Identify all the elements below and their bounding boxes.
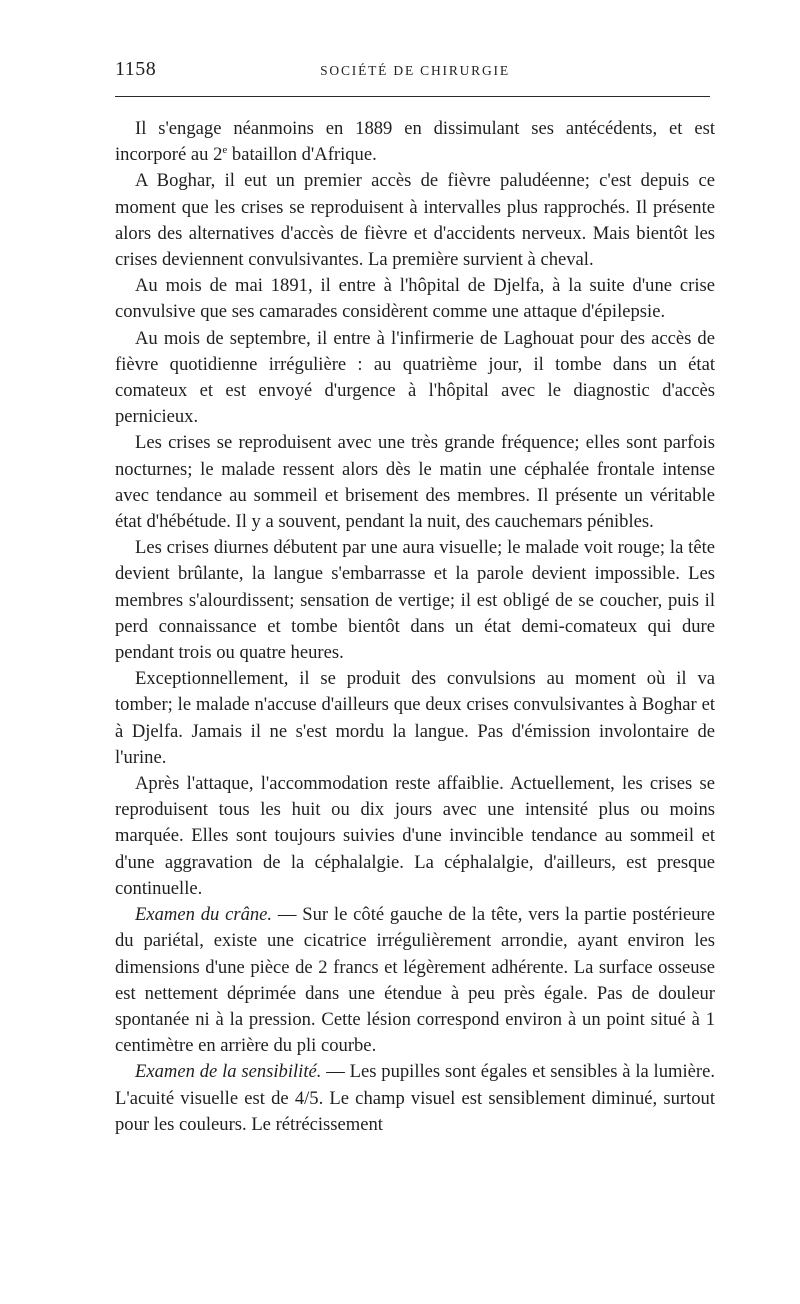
header-rule <box>115 96 710 97</box>
section-title: Examen de la sensibilité. <box>135 1061 322 1083</box>
body-text <box>115 116 715 1138</box>
paragraph-examen-sensibilite: Examen de la sensibilité. — Les pupilles sont égales et sensibles à la lumière. L'acuité visuelle est de 4/5. Le champ visuel est sensiblement diminué, surtout pour les couleurs. Le rétrécissement <box>115 1061 715 1135</box>
page-number: 1158 <box>115 58 157 80</box>
paragraph: Il s'engage néanmoins en 1889 en dissimulant ses antécédents, et est incorporé au 2e bataillon d'Afrique. <box>115 118 715 166</box>
running-head: SOCIÉTÉ DE CHIRURGIE <box>320 63 510 78</box>
page-header <box>115 58 715 88</box>
paragraph: Les crises se reproduisent avec une très grande fréquence; elles sont parfois nocturnes; le malade ressent alors dès le matin une céphalée frontale intense avec tendance au sommeil et brisement des membres. Il présente un véritable état d'hébétude. Il y a souvent, pendant la nuit, des cauchemars pénibles. <box>115 432 715 533</box>
paragraph: Après l'attaque, l'accommodation reste affaiblie. Actuellement, les crises se reproduisent tous les huit ou dix jours avec une intensité plus ou moins marquée. Elles sont toujours suivies d'une invincible tendance au sommeil et d'une aggravation de la céphalalgie. La céphalalgie, d'ailleurs, est presque continuelle. <box>115 773 715 899</box>
paragraph: Au mois de mai 1891, il entre à l'hôpital de Djelfa, à la suite d'une crise convulsive que ses camarades considèrent comme une attaque d'épilepsie. <box>115 275 715 323</box>
paragraph: Les crises diurnes débutent par une aura visuelle; le malade voit rouge; la tête devient brûlante, la langue s'embarrasse et la parole devient impossible. Les membres s'alourdissent; sensation de vertige; il est obligé de se coucher, puis il perd connaissance et tombe bientôt dans un état demi-comateux qui dure pendant trois ou quatre heures. <box>115 537 715 664</box>
paragraph: A Boghar, il eut un premier accès de fièvre paludéenne; c'est depuis ce moment que les crises se reproduisent à intervalles plus rapprochés. Il présente alors des alternatives d'accès de fièvre et d'accidents nerveux. Mais bientôt les crises deviennent convulsivantes. La première survient à cheval. <box>115 170 715 271</box>
book-page <box>115 58 715 1135</box>
superscript: e <box>222 144 228 157</box>
section-title: Examen du crâne. <box>135 904 273 926</box>
paragraph: Au mois de septembre, il entre à l'infirmerie de Laghouat pour des accès de fièvre quotidienne irrégulière : au quatrième jour, il tombe dans un état comateux et est envoyé d'urgence à l'hôpital avec le diagnostic d'accès pernicieux. <box>115 327 715 428</box>
paragraph-examen-crane: Examen du crâne. — Sur le côté gauche de la tête, vers la partie postérieure du pariétal, existe une cicatrice irrégulièrement arrondie, ayant environ les dimensions d'une pièce de 2 francs et légèrement adhérente. La surface osseuse est nettement déprimée dans une étendue à peu près égale. Pas de douleur spontanée ni à la pression. Cette lésion correspond environ à un point situé à 1 centimètre en arrière du pli courbe. <box>115 904 715 1057</box>
paragraph: Exceptionnellement, il se produit des convulsions au moment où il va tomber; le malade n'accuse d'ailleurs que deux crises convulsivantes à Boghar et à Djelfa. Jamais il ne s'est mordu la langue. Pas d'émission involontaire de l'urine. <box>115 668 715 768</box>
